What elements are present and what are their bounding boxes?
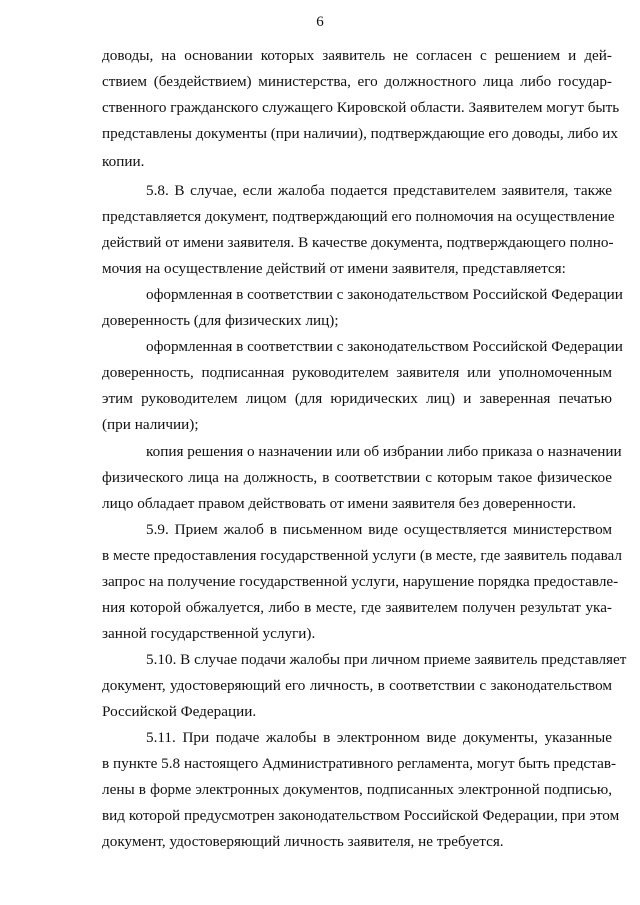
text-line: доводы, на основании которых заявитель не согласен с решением и дей- — [102, 47, 612, 64]
page-number: 6 — [316, 14, 324, 30]
text-line: представляется документ, подтверждающий его полномочия на осуществление — [102, 208, 615, 225]
text-line: копии. — [102, 153, 145, 170]
text-line: документ, удостоверяющий личность заявителя, не требуется. — [102, 833, 504, 850]
text-line: документ, удостоверяющий его личность, в соответствии с законодательством — [102, 677, 612, 694]
text-line: этим руководителем лицом (для юридических лиц) и заверенная печатью — [102, 390, 612, 407]
text-line: запрос на получение государственной услуги, нарушение порядка предоставле- — [102, 573, 619, 590]
text-line: действий от имени заявителя. В качестве документа, подтверждающего полно- — [102, 234, 614, 251]
list-item-first-line: оформленная в соответствии с законодательством Российской Федерации — [146, 338, 623, 355]
text-line: вид которой предусмотрен законодательством Российской Федерации, при этом — [102, 807, 620, 824]
paragraph-5-11-first-line: 5.11. При подаче жалобы в электронном виде документы, указанные — [146, 729, 612, 746]
text-line: в месте предоставления государственной услуги (в месте, где заявитель подавал — [102, 547, 622, 564]
text-line: ственного гражданского служащего Кировской области. Заявителем могут быть — [102, 99, 620, 116]
text-line: лены в форме электронных документов, подписанных электронной подписью, — [102, 781, 612, 798]
paragraph-5-8-first-line: 5.8. В случае, если жалоба подается представителем заявителя, также — [146, 182, 612, 199]
text-line: Российской Федерации. — [102, 703, 257, 720]
text-line: доверенность, подписанная руководителем заявителя или уполномоченным — [102, 364, 612, 381]
text-line: в пункте 5.8 настоящего Административного регламента, могут быть представ- — [102, 755, 617, 772]
text-line: представлены документы (при наличии), подтверждающие его доводы, либо их — [102, 125, 618, 142]
text-line: ствием (бездействием) министерства, его должностного лица либо государ- — [102, 73, 612, 90]
list-item-first-line: копия решения о назначении или об избрании либо приказа о назначении — [146, 443, 622, 460]
list-item-first-line: оформленная в соответствии с законодательством Российской Федерации — [146, 286, 623, 303]
text-line: (при наличии); — [102, 416, 199, 433]
text-line: лицо обладает правом действовать от имени заявителя без доверенности. — [102, 495, 577, 512]
text-line: мочия на осуществление действий от имени заявителя, представляется: — [102, 260, 566, 277]
text-line: занной государственной услуги). — [102, 625, 316, 642]
text-line: физического лица на должность, в соответствии с которым такое физическое — [102, 469, 612, 486]
text-line: доверенность (для физических лиц); — [102, 312, 339, 329]
paragraph-5-9-first-line: 5.9. Прием жалоб в письменном виде осуществляется министерством — [146, 521, 612, 538]
text-line: ния которой обжалуется, либо в месте, где заявителем получен результат ука- — [102, 599, 612, 616]
paragraph-5-10-first-line: 5.10. В случае подачи жалобы при личном приеме заявитель представляет — [146, 651, 627, 668]
